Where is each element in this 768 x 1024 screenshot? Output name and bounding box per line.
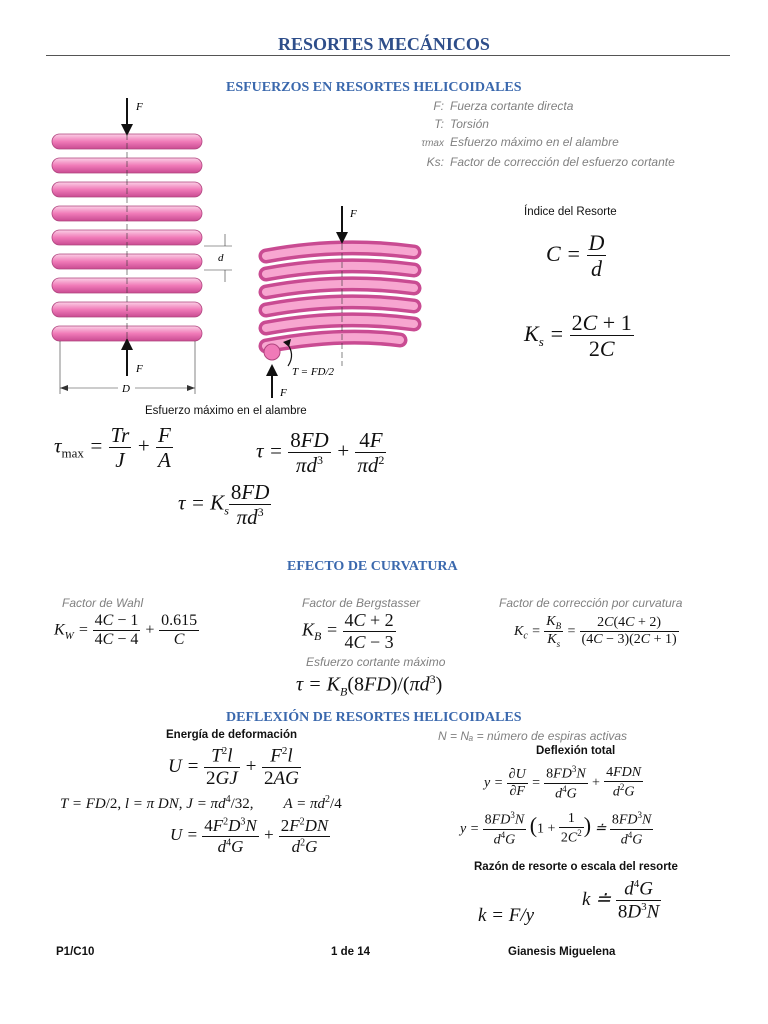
wahl-equation: $K_W$ = $\frac{4C - 1}{4C - 4}$ + $\frac{0.615}{C}$: [54, 612, 198, 649]
section-title-stresses: ESFUERZOS EN RESORTES HELICOIDALES: [226, 80, 522, 95]
energy-equation: U = $\frac{T^2l}{2GJ}$ + $\frac{F^2l}{2AG}$: [168, 745, 299, 790]
footer-left: P1/C10: [56, 946, 95, 958]
wire-diameter-label: d: [218, 252, 224, 264]
max-shear-equation: $\tau = K_B(8FD)/(\pi d^3)$: [296, 672, 443, 699]
force-label-top: F: [136, 101, 143, 113]
spring-rate-label: Razón de resorte o escala del resorte: [474, 861, 678, 873]
force-label-right-top: F: [350, 208, 357, 220]
legend-item: T: Torsión: [434, 117, 489, 131]
ks-equation: $K_s$ = $\frac{2C + 1}{2C}$: [524, 310, 632, 362]
tau-max-equation: $\tau_{max}$ = $\frac{Tr}{J}$ + $\frac{F}{A}$: [54, 423, 171, 473]
force-label-right-bottom: F: [280, 387, 287, 399]
helical-spring-figure: [40, 96, 430, 406]
section-title-curvature: EFECTO DE CURVATURA: [287, 559, 458, 574]
curvature-correction-equation: $K_c$ = $\frac{K_B}{K_s}$ = $\frac{2C(4C + 2)}{(4C - 3)(2C + 1)}$: [514, 614, 677, 649]
substitutions-equation: T = FD/2, l = π DN, $J = \pi d^4/32$, $A = \pi d^2/4$: [60, 794, 342, 812]
deflection-equation: y = $\frac{\partial U}{\partial F}$ = $\frac{8FD^3N}{d^4G}$ + $\frac{\text{4FDN}}{d^2G}$: [484, 764, 642, 802]
footer-author: Gianesis Miguelena: [508, 946, 616, 958]
bergstrasser-label: Factor de Bergstasser: [302, 596, 421, 610]
max-stress-label: Esfuerzo máximo en el alambre: [145, 405, 307, 417]
legend-item: F: Fuerza cortante directa: [433, 99, 574, 113]
spring-rate-equation: k = F/y: [478, 905, 535, 926]
spring-index-label: Índice del Resorte: [524, 206, 617, 218]
title-rule: [46, 55, 730, 56]
tau-ks-equation: $\tau = K_s$ $\frac{8FD}{\pi d^3}$: [178, 480, 270, 530]
footer-page-number: 1 de 14: [331, 946, 370, 958]
energy-label: Energía de deformación: [166, 729, 298, 741]
variable-legend: [410, 97, 675, 171]
tau-expanded-equation: τ = $\frac{8FD}{\pi d^3}$ + $\frac{4F}{\pi d^2}$: [256, 428, 385, 478]
correction-factor-label: Factor de corrección por curvatura: [499, 596, 683, 610]
torque-label: T = FD/2: [292, 366, 335, 378]
spring-rate-approx-equation: k ≐ $\frac{d^4G}{8D^3N}$: [582, 878, 660, 923]
deflection-simplified-equation: y = $\frac{8FD^3N}{d^4G}$ (1 + $\frac{1}{2C^2}$ ) ≐ $\frac{8FD^3N}{d^4G}$: [460, 810, 652, 848]
legend-item: τmax Esfuerzo máximo en el alambre: [421, 135, 619, 149]
total-deflection-label: Deflexión total: [536, 745, 616, 757]
wahl-label: Factor de Wahl: [62, 596, 144, 610]
active-coils-note: N = Nₐ = número de espiras activas: [438, 729, 628, 743]
page-title: RESORTES MECÁNICOS: [278, 34, 490, 54]
section-title-deflection: DEFLEXIÓN DE RESORTES HELICOIDALES: [226, 710, 522, 725]
bergstrasser-equation: $K_B$ = $\frac{4C + 2}{4C - 3}$: [302, 610, 394, 652]
max-shear-label: Esfuerzo cortante máximo: [306, 655, 446, 669]
spring-index-equation: C = $\frac{D}{d}$: [546, 230, 605, 282]
legend-item: Ks: Factor de corrección del esfuerzo cortante: [426, 155, 675, 169]
energy-expanded-equation: U = $\frac{4F^2D^3N}{d^4G}$ + $\frac{2F^2DN}{d^2G}$: [170, 816, 329, 856]
force-label-bottom: F: [136, 363, 143, 375]
diameter-label: D: [122, 383, 130, 395]
